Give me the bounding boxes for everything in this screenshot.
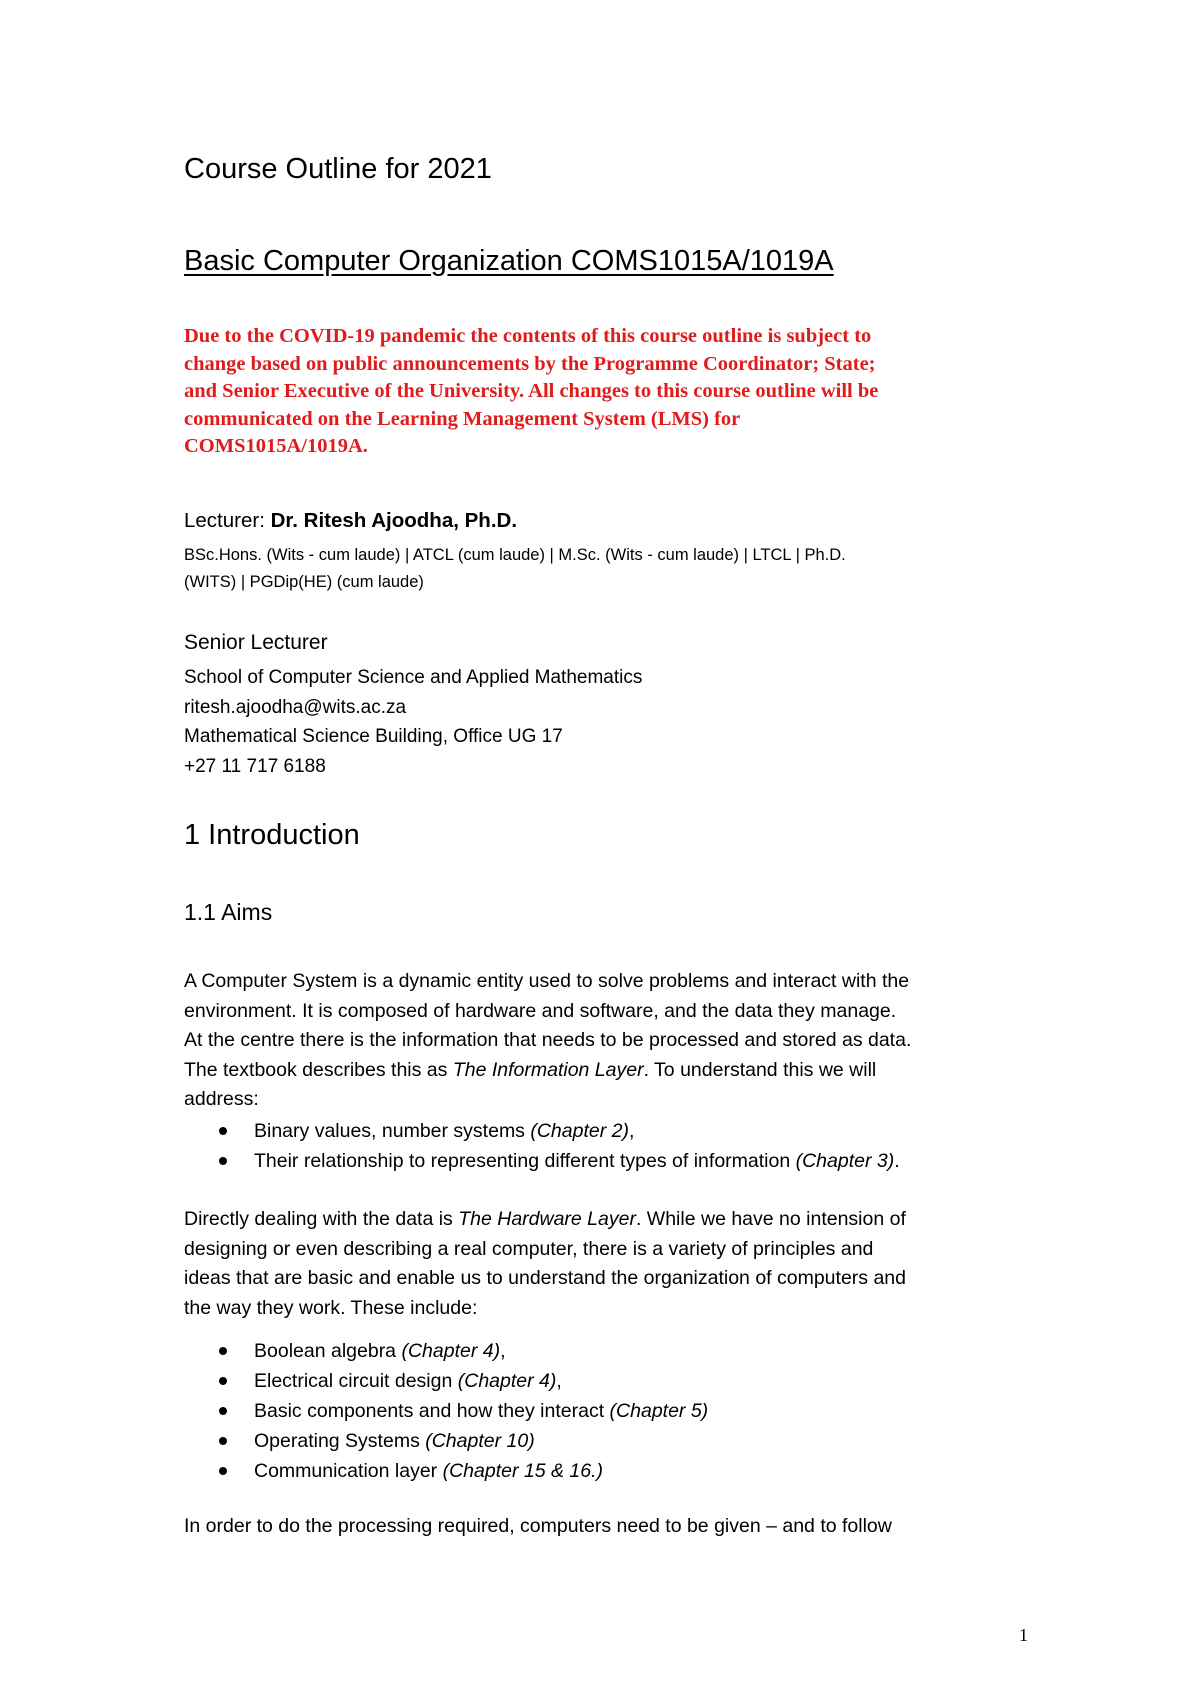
paragraph-line: ideas that are basic and enable us to understand the organization of computers and (184, 1267, 906, 1289)
section-heading: 1 Introduction (184, 819, 360, 851)
list-item (184, 1456, 708, 1486)
paragraph-line: environment. It is composed of hardware and software, and the data they manage. (184, 999, 897, 1022)
notice-line: and Senior Executive of the University. All changes to this course outline will be (184, 380, 879, 402)
position-title: Senior Lecturer (184, 631, 328, 654)
qualifications (184, 542, 846, 596)
item-text: Communication layer (254, 1460, 443, 1482)
paragraph-hardware (184, 1205, 1064, 1323)
bullet-icon (219, 1127, 227, 1135)
item-text: Boolean algebra (254, 1340, 402, 1362)
italic-term: The Information Layer (452, 1058, 644, 1081)
paragraph-line (184, 1205, 1064, 1235)
lecturer-name: Dr. Ritesh Ajoodha, Ph.D. (270, 509, 518, 532)
paragraph-processing (184, 1512, 1064, 1542)
notice-line: change based on public announcements by the Programme Coordinator; State; (184, 352, 876, 375)
bullet-list-information (184, 1116, 900, 1176)
qualifications-line: BSc.Hons. (Wits - cum laude) | ATCL (cum laude) | M.Sc. (Wits - cum laude) | LTCL | Ph.D. (184, 546, 846, 564)
bullet-list-hardware (184, 1336, 708, 1486)
item-tail: , (628, 1120, 635, 1142)
bullet-icon (219, 1467, 227, 1475)
text-run: . To understand this we will (643, 1058, 877, 1081)
paragraph-line: In order to do the processing required, computers need to be given – and to follow (184, 1515, 892, 1537)
notice-line: Due to the COVID-19 pandemic the contents of this course outline is subject to (184, 325, 872, 347)
paragraph-line (184, 1056, 1064, 1086)
school-name: School of Computer Science and Applied Mathematics (184, 667, 643, 688)
notice-line: communicated on the Learning Management System (LMS) for (184, 407, 741, 430)
paragraph-line: address: (184, 1088, 259, 1110)
text-run: The textbook describes this as (184, 1058, 453, 1081)
paragraph-line: the way they work. These include: (184, 1296, 478, 1319)
chapter-ref: (Chapter 10) (425, 1430, 535, 1452)
item-tail: , (500, 1340, 506, 1362)
chapter-ref: (Chapter 4) (457, 1370, 557, 1392)
office-location: Mathematical Science Building, Office UG 17 (184, 726, 563, 747)
item-text: Their relationship to representing different types of information (254, 1150, 796, 1172)
paragraph-line: At the centre there is the information that needs to be processed and stored as data. (184, 1029, 912, 1051)
paragraph-line: designing or even describing a real computer, there is a variety of principles and (184, 1237, 874, 1260)
item-tail: . (894, 1150, 900, 1172)
bullet-icon (219, 1347, 227, 1355)
lecturer-label: Lecturer: (184, 509, 271, 532)
item-tail: , (556, 1370, 562, 1392)
item-text: Electrical circuit design (254, 1370, 458, 1392)
list-item (184, 1336, 708, 1366)
list-item (184, 1116, 900, 1146)
email-address[interactable]: ritesh.ajoodha@wits.ac.za (184, 696, 407, 718)
bullet-icon (219, 1407, 227, 1415)
list-item (184, 1146, 900, 1176)
chapter-ref: (Chapter 5) (609, 1400, 709, 1422)
item-text: Basic components and how they interact (254, 1400, 610, 1422)
covid-notice (184, 323, 1034, 461)
lecturer-line (184, 509, 517, 533)
subsection-heading: 1.1 Aims (184, 899, 273, 925)
paragraph-aims (184, 967, 1064, 1115)
list-item (184, 1426, 708, 1456)
item-text: Operating Systems (254, 1430, 426, 1452)
list-item (184, 1366, 708, 1396)
bullet-icon (219, 1157, 227, 1165)
bullet-icon (219, 1377, 227, 1385)
page-number: 1 (1019, 1625, 1028, 1645)
chapter-ref: (Chapter 3) (795, 1150, 895, 1172)
qualifications-line: (WITS) | PGDip(HE) (cum laude) (184, 573, 424, 591)
text-run: Directly dealing with the data is (184, 1208, 459, 1230)
bullet-icon (219, 1437, 227, 1445)
list-item (184, 1396, 708, 1426)
chapter-ref: (Chapter 15 & 16.) (442, 1460, 603, 1482)
document-title: Course Outline for 2021 (184, 153, 492, 185)
phone-number: +27 11 717 6188 (184, 755, 326, 777)
paragraph-line: A Computer System is a dynamic entity used to solve problems and interact with the (184, 970, 910, 992)
contact-block (184, 663, 642, 781)
text-run: . While we have no intension of (635, 1208, 906, 1230)
chapter-ref: (Chapter 4) (401, 1340, 501, 1362)
italic-term: The Hardware Layer (458, 1208, 636, 1230)
course-title: Basic Computer Organization COMS1015A/1019A (184, 245, 834, 277)
notice-line: COMS1015A/1019A. (184, 435, 368, 457)
item-text: Binary values, number systems (254, 1120, 531, 1142)
chapter-ref: (Chapter 2) (530, 1120, 629, 1142)
